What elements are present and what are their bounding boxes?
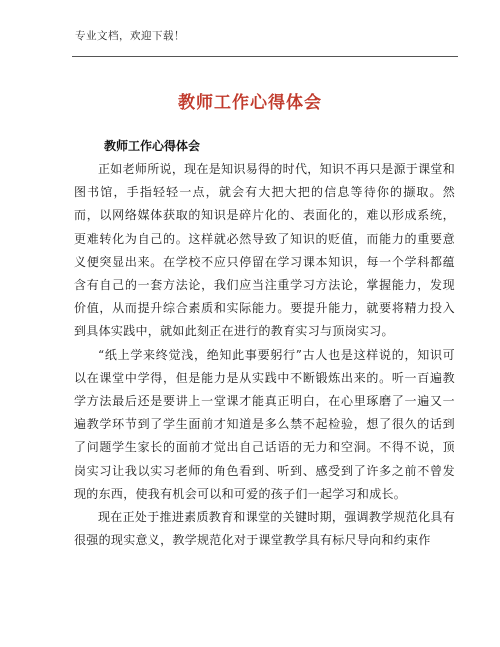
document-title: 教师工作心得体会 [178,93,322,113]
body-paragraph: 现在正处于推进素质教育和课堂的关键时期，强调教学规范化具有很强的现实意义，教学规范化对于课堂教学具有标尺导向和约束作 [74,510,455,548]
body-paragraph: “纸上学来终觉浅，绝知此事要躬行”古人也是这样说的，知识可以在课堂中学得，但是能力是从实践中不断锻炼出来的。听一百遍教学方法最后还是要讲上一堂课才能真正明白，在心里琢磨了一遍又一遍教学环节到了学生面前才知道是多么禁不起检验，想了很久的话到了问题学生家长的面前才觉出自己话语的无力和空洞。不得不说，顶岗实习让我以实习老师的角色看到、听到、感受到了许多之前不曾发现的东西，使我有机会可以和可爱的孩子们一起学习和成长。 [74,347,455,501]
page-header: 专业文档，欢迎下载！ [75,30,185,42]
body-paragraph: 正如老师所说，现在是知识易得的时代，知识不再只是源于课堂和图书馆，手指轻轻一点，就会有大把大把的信息等待你的撷取。然而，以网络媒体获取的知识是碎片化的、表面化的，难以形成系统，更难转化为自己的。这样就必然导致了知识的贬值，而能力的重要意义便突显出来。在学校不应只停留在学习课本知识，每一个学科都蕴含有自己的一套方法论，我们应当注重学习方法论，掌握能力，发现价值，从而提升综合素质和实际能力。要提升能力，就要将精力投入到具体实践中，就如此刻正在进行的教育实习与顶岗实习。 [74,162,455,339]
header-divider [72,56,458,57]
document-subtitle: 教师工作心得体会 [104,139,201,153]
document-body [74,158,455,552]
